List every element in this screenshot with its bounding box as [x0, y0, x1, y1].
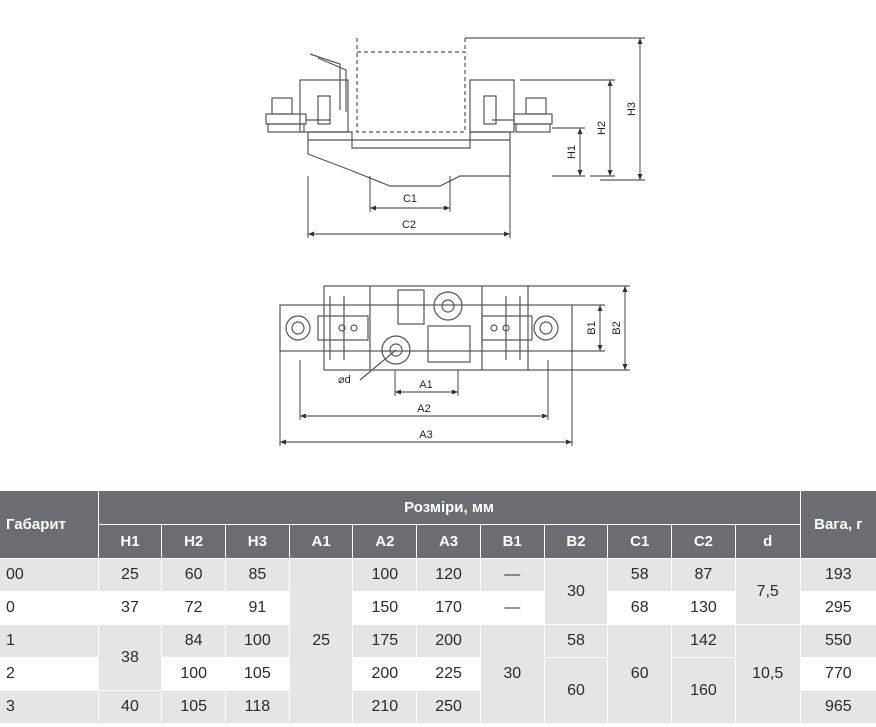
label-a3: A3 — [419, 429, 433, 441]
cell-h2: 60 — [162, 559, 226, 592]
cell-c2: 130 — [672, 592, 736, 625]
cell-h1: 37 — [98, 592, 162, 625]
cell-a3: 170 — [417, 592, 481, 625]
col-h1: H1 — [98, 525, 162, 559]
cell-a2: 175 — [353, 625, 417, 658]
cell-b2: 58 — [544, 625, 608, 658]
cell-h1: 40 — [98, 691, 162, 724]
table-row — [0, 559, 876, 592]
cell-h3: 118 — [226, 691, 290, 724]
cell-a3: 200 — [417, 625, 481, 658]
cell-h3: 91 — [226, 592, 290, 625]
cell-h2: 105 — [162, 691, 226, 724]
cell-gabaryt: 00 — [0, 559, 98, 592]
cell-a1: 25 — [289, 559, 353, 724]
cell-gabaryt: 1 — [0, 625, 98, 658]
cell-d: 10,5 — [735, 625, 800, 724]
cell-h3: 105 — [226, 658, 290, 691]
label-h1: H1 — [566, 144, 578, 160]
col-a2: A2 — [353, 525, 417, 559]
label-c1: C1 — [402, 193, 418, 205]
header-weight: Вага, г — [800, 491, 876, 559]
col-h2: H2 — [162, 525, 226, 559]
label-d: ⌀d — [338, 374, 351, 386]
cell-h2: 100 — [162, 658, 226, 691]
cell-b2: 30 — [544, 559, 608, 625]
label-a2: A2 — [417, 403, 431, 415]
cell-h2: 84 — [162, 625, 226, 658]
cell-b1: — — [480, 592, 544, 625]
cell-gabaryt: 0 — [0, 592, 98, 625]
cell-h1: 25 — [98, 559, 162, 592]
top-view — [280, 286, 572, 380]
cell-a3: 120 — [417, 559, 481, 592]
col-a3: A3 — [417, 525, 481, 559]
col-h3: H3 — [226, 525, 290, 559]
cell-gabaryt: 3 — [0, 691, 98, 724]
cell-c2: 87 — [672, 559, 736, 592]
cell-gabaryt: 2 — [0, 658, 98, 691]
cell-h2: 72 — [162, 592, 226, 625]
col-b2: B2 — [544, 525, 608, 559]
table-row — [0, 625, 876, 658]
cell-h3: 100 — [226, 625, 290, 658]
cell-h1: 38 — [98, 625, 162, 691]
cell-weight: 550 — [800, 625, 876, 658]
cell-weight: 193 — [800, 559, 876, 592]
label-h2: H2 — [596, 120, 608, 136]
cell-d: 7,5 — [735, 559, 800, 625]
cell-c1: 58 — [608, 559, 672, 592]
header-sizes: Розміри, мм — [98, 491, 800, 525]
cell-b1: 30 — [480, 625, 544, 724]
label-b1: B1 — [586, 321, 598, 335]
cell-c2: 160 — [672, 658, 736, 724]
cell-weight: 965 — [800, 691, 876, 724]
label-c2: C2 — [401, 219, 417, 231]
cell-c2: 142 — [672, 625, 736, 658]
cell-a3: 225 — [417, 658, 481, 691]
cell-a3: 250 — [417, 691, 481, 724]
cell-a2: 150 — [353, 592, 417, 625]
col-c1: C1 — [608, 525, 672, 559]
col-d: d — [735, 525, 800, 559]
label-h3: H3 — [626, 101, 638, 117]
cell-a2: 200 — [353, 658, 417, 691]
col-a1: A1 — [289, 525, 353, 559]
cell-c1: 68 — [608, 592, 672, 625]
cell-a2: 210 — [353, 691, 417, 724]
label-a1: A1 — [419, 379, 433, 391]
cell-c1: 60 — [608, 625, 672, 724]
cell-b1: — — [480, 559, 544, 592]
cell-weight: 770 — [800, 658, 876, 691]
col-c2: C2 — [672, 525, 736, 559]
dimensions-table — [0, 491, 876, 723]
header-gabaryt: Габарит — [0, 491, 98, 559]
col-b1: B1 — [480, 525, 544, 559]
side-view — [266, 38, 552, 186]
label-b2: B2 — [611, 321, 623, 335]
cell-h3: 85 — [226, 559, 290, 592]
cell-a2: 100 — [353, 559, 417, 592]
cell-b2: 60 — [544, 658, 608, 724]
cell-weight: 295 — [800, 592, 876, 625]
